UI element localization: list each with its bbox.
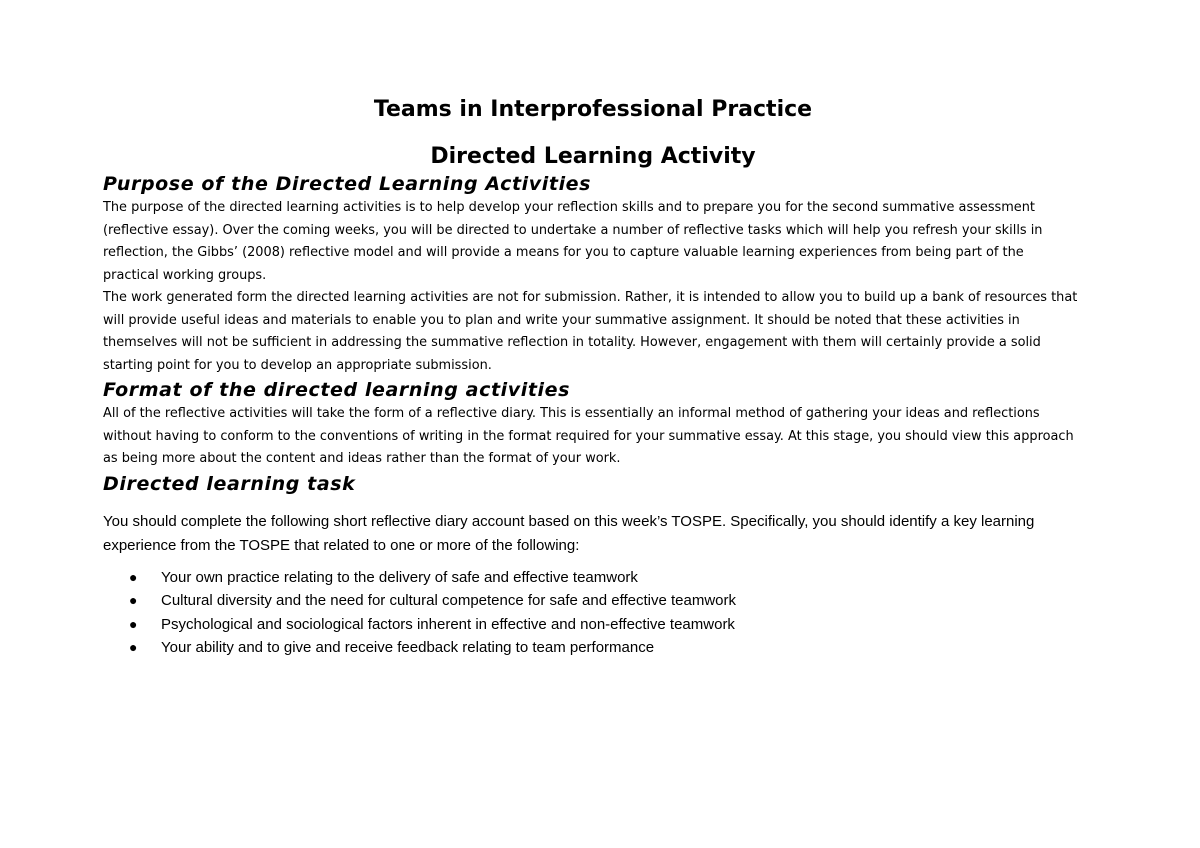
bullet-icon: ● bbox=[129, 568, 138, 585]
list-item bbox=[129, 566, 1083, 590]
paragraph-purpose-1: The purpose of the directed learning activities is to help develop your reflection skills and to prepare you for the second summative assessment (reflective essay). Over the coming weeks, you will be directed to undertake a number of reflective tasks which will help you refresh your skills in reflection, the Gibbs’ (2008) reflective model and will provide a means for you to capture valuable learning experiences from being part of the practical working groups. bbox=[103, 200, 1043, 283]
document-subtitle: Directed Learning Activity bbox=[430, 144, 756, 169]
document-title: Teams in Interprofessional Practice bbox=[373, 97, 813, 122]
list-item-text: Your ability and to give and receive feedback relating to team performance bbox=[161, 639, 655, 656]
bullet-icon: ● bbox=[129, 615, 138, 632]
list-item-text: Cultural diversity and the need for cultural competence for safe and effective teamwork bbox=[161, 592, 737, 609]
list-item bbox=[129, 636, 1083, 660]
document-page bbox=[103, 96, 1083, 660]
heading-format: Format of the directed learning activities bbox=[103, 379, 571, 401]
heading-task: Directed learning task bbox=[103, 472, 356, 495]
heading-purpose: Purpose of the Directed Learning Activities bbox=[103, 173, 592, 195]
list-item bbox=[129, 613, 1083, 637]
paragraph-task-lead: You should complete the following short reflective diary account based on this week’s TOSPE. Specifically, you should identify a key learning experience from the TOSPE that related to one or more of the following: bbox=[103, 512, 1035, 554]
bullet-icon: ● bbox=[129, 592, 138, 608]
list-item bbox=[129, 589, 1083, 613]
list-item-text: Psychological and sociological factors inherent in effective and non-effective teamwork bbox=[161, 615, 735, 633]
paragraph-format-1: All of the reflective activities will take the form of a reflective diary. This is essentially an informal method of gathering your ideas and reflections without having to conform to the conventions of writing in the format required for your summative essay. At this stage, you should view this approach as being more about the content and ideas rather than the format of your work. bbox=[103, 406, 1074, 466]
task-bullet-list bbox=[103, 566, 1083, 660]
list-item-text: Your own practice relating to the delivery of safe and effective teamwork bbox=[161, 568, 638, 586]
bullet-icon: ● bbox=[129, 639, 138, 655]
paragraph-purpose-2: The work generated form the directed learning activities are not for submission. Rather, it is intended to allow you to build up a bank of resources that will provide useful ideas and materials to enable you to plan and write your summative assignment. It should be noted that these activities in themselves will not be sufficient in addressing the summative reflection in totality. However, engagement with them will certainly provide a solid starting point for you to develop an appropriate submission. bbox=[103, 290, 1078, 373]
